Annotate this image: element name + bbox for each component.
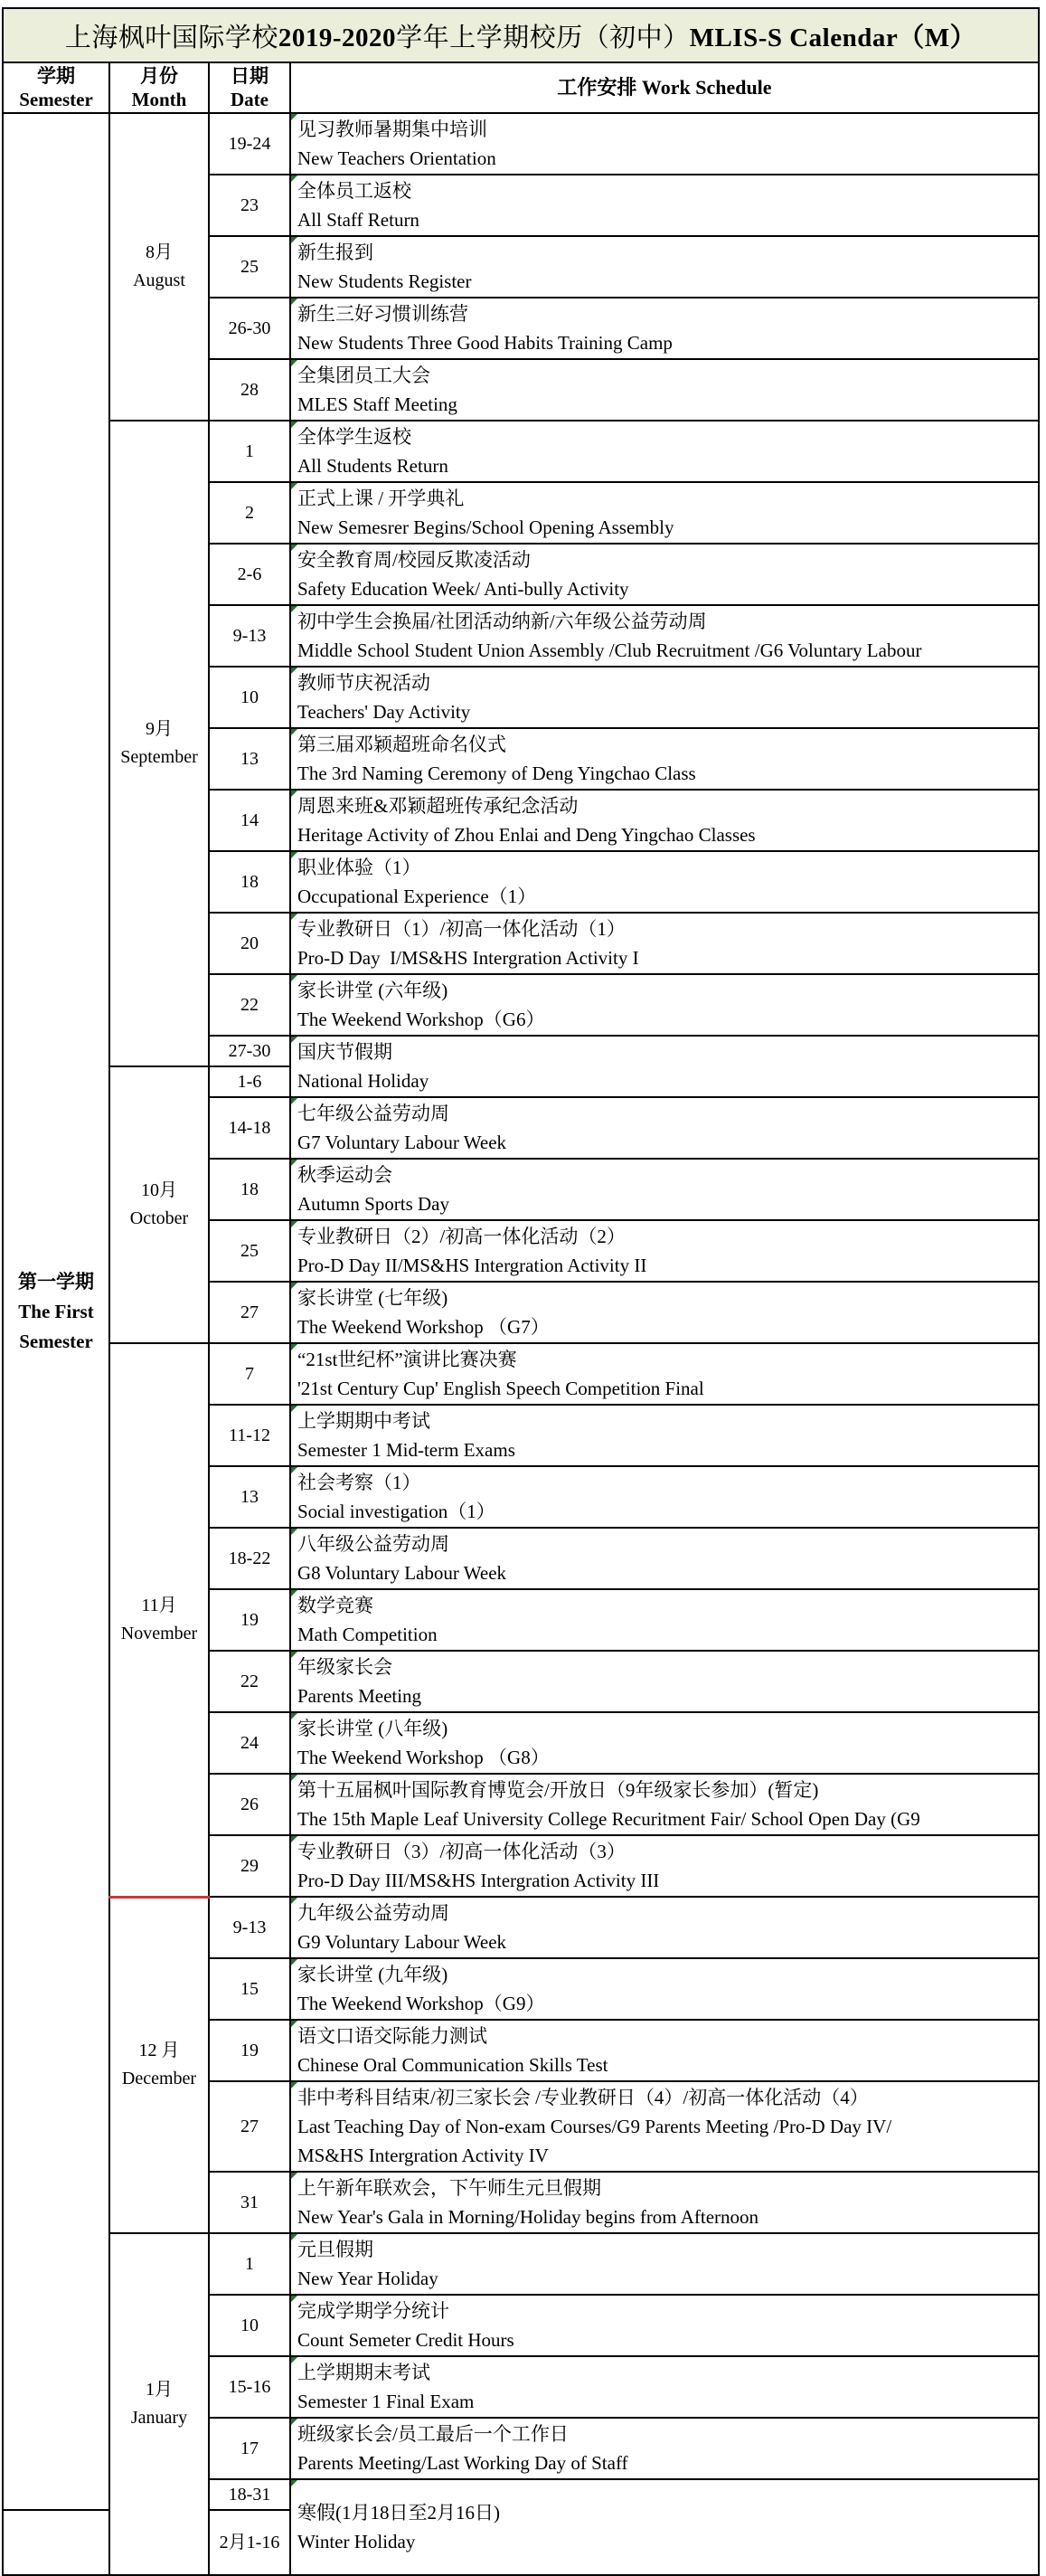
work-text-en: The Weekend Workshop（G9）: [297, 1993, 545, 2014]
month-cell-september: [109, 421, 209, 1066]
date-cell: 9-13: [209, 605, 290, 667]
work-text-en: Heritage Activity of Zhou Enlai and Deng Yingchao Classes: [297, 824, 756, 846]
work-text-cn: 语文口语交际能力测试: [297, 2025, 487, 2047]
work-schedule-cell: [290, 421, 1039, 482]
work-text-en: Pro-D Day I/MS&HS Intergration Activity I: [297, 947, 639, 969]
work-text-cn: 元旦假期: [297, 2239, 373, 2260]
work-schedule-cell: [290, 2295, 1039, 2356]
work-text-cn: 专业教研日（2）/初高一体化活动（2）: [297, 1226, 626, 1247]
work-text-cn: 初中学生会换届/社团活动纳新/六年级公益劳动周: [297, 611, 707, 632]
work-text-cn: 寒假(1月18日至2月16日): [297, 2502, 500, 2524]
column-header-work-schedule: 工作安排 Work Schedule: [290, 62, 1039, 113]
table-row: [3, 421, 1039, 482]
header-month-cn: 月份: [140, 65, 178, 87]
table-row: [3, 1897, 1039, 1958]
date-cell: 25: [209, 236, 290, 298]
work-text-cn: 第三届邓颖超班命名仪式: [297, 734, 506, 755]
title-text-years: 2019-2020: [278, 23, 397, 52]
work-schedule-cell: [290, 1466, 1039, 1528]
work-text-en: G8 Voluntary Labour Week: [297, 1562, 507, 1584]
work-text-cn: 家长讲堂 (六年级): [297, 980, 448, 1001]
work-text-cn: 八年级公益劳动周: [297, 1533, 449, 1555]
work-schedule-cell: [290, 2479, 1039, 2575]
work-text-cn: 完成学期学分统计: [297, 2300, 449, 2322]
semester-empty-cell: [3, 2510, 109, 2575]
work-schedule-cell: [290, 913, 1039, 974]
date-cell: 19: [209, 1589, 290, 1651]
work-text-en: Winter Holiday: [297, 2531, 416, 2552]
work-text-cn: 第十五届枫叶国际教育博览会/开放日（9年级家长参加）(暂定): [297, 1779, 819, 1801]
work-text-en: The Weekend Workshop （G8）: [297, 1747, 550, 1768]
work-schedule-cell: [290, 2020, 1039, 2081]
date-cell: 22: [209, 1651, 290, 1712]
work-text-cn: 见习教师暑期集中培训: [297, 118, 487, 140]
month-cell-october: [109, 1066, 209, 1343]
work-schedule-cell: [290, 1405, 1039, 1466]
work-text-en: The Weekend Workshop（G6）: [297, 1009, 545, 1030]
month-cell-december: [109, 1897, 209, 2233]
date-cell: 9-13: [209, 1897, 290, 1958]
work-schedule-cell: [290, 544, 1039, 605]
work-schedule-cell: [290, 1282, 1039, 1343]
date-cell: 29: [209, 1835, 290, 1897]
work-text-en: The 15th Maple Leaf University College Recuritment Fair/ School Open Day (G9: [297, 1808, 920, 1830]
title-text-cn-2: 学年上学期校历（初中）: [396, 23, 690, 52]
date-cell: 7: [209, 1343, 290, 1405]
semester-label-en2: Semester: [19, 1330, 93, 1352]
date-cell: 19: [209, 2020, 290, 2081]
column-header-month: [109, 62, 209, 113]
work-text-cn: 非中考科目结束/初三家长会 /专业教研日（4）/初高一体化活动（4）: [297, 2087, 869, 2108]
work-text-en: Parents Meeting: [297, 1685, 422, 1707]
calendar-rows: [3, 8, 1039, 2575]
date-cell: 23: [209, 175, 290, 236]
table-row: [3, 2233, 1039, 2295]
calendar-table: [2, 7, 1040, 2576]
month-cell-january: [109, 2233, 209, 2575]
work-schedule-cell: [290, 1774, 1039, 1835]
month-label-cn: 12 月: [138, 2041, 180, 2061]
work-schedule-cell: [290, 482, 1039, 544]
work-text-cn: 教师节庆祝活动: [297, 672, 430, 694]
date-cell: 10: [209, 667, 290, 728]
date-cell: 27-30: [209, 1036, 290, 1066]
work-text-en: Semester 1 Mid-term Exams: [297, 1439, 515, 1461]
work-schedule-cell: [290, 236, 1039, 298]
work-schedule-cell: [290, 790, 1039, 851]
work-schedule-cell: [290, 113, 1039, 175]
date-cell: 27: [209, 1282, 290, 1343]
month-label-cn: 1月: [146, 2380, 173, 2400]
work-schedule-cell: [290, 1958, 1039, 2020]
work-schedule-cell: [290, 298, 1039, 359]
header-semester-en: Semester: [19, 89, 93, 110]
month-label-en: December: [121, 2069, 197, 2089]
month-label-en: January: [130, 2408, 188, 2428]
work-schedule-cell: [290, 175, 1039, 236]
date-cell: 25: [209, 1220, 290, 1282]
date-cell: 18: [209, 851, 290, 913]
work-text-cn: 全体学生返校: [297, 426, 411, 448]
work-text-cn: 安全教育周/校园反欺凌活动: [297, 549, 531, 571]
date-cell: 18: [209, 1159, 290, 1220]
month-label-cn: 11月: [141, 1595, 177, 1615]
work-text-cn: 新生报到: [297, 242, 373, 263]
title-text-cn-1: 上海枫叶国际学校: [64, 23, 278, 52]
work-schedule-cell: [290, 1343, 1039, 1405]
date-cell: 28: [209, 359, 290, 421]
column-header-date: [209, 62, 290, 113]
work-text-en: All Staff Return: [297, 209, 419, 231]
date-cell: 11-12: [209, 1405, 290, 1466]
work-text-en: Occupational Experience（1）: [297, 886, 537, 907]
work-schedule-cell: [290, 728, 1039, 790]
work-text-en: National Holiday: [297, 1070, 429, 1092]
work-text-en: Pro-D Day II/MS&HS Intergration Activity II: [297, 1255, 647, 1276]
month-cell-november: [109, 1343, 209, 1897]
work-text-en: New Teachers Orientation: [297, 147, 496, 169]
column-header-semester: [3, 62, 109, 113]
date-cell: 14: [209, 790, 290, 851]
date-cell: 24: [209, 1712, 290, 1774]
work-text-cn: 家长讲堂 (九年级): [297, 1964, 448, 1985]
date-cell: 31: [209, 2172, 290, 2233]
work-schedule-cell: [290, 2418, 1039, 2479]
date-cell: 10: [209, 2295, 290, 2356]
date-cell: 19-24: [209, 113, 290, 175]
work-text-cn: 九年级公益劳动周: [297, 1902, 449, 1924]
date-cell: 26: [209, 1774, 290, 1835]
header-month-en: Month: [131, 89, 187, 110]
work-text-cn: 上学期期中考试: [297, 1410, 430, 1432]
work-text-cn: 职业体验（1）: [297, 857, 421, 878]
work-text-cn: 年级家长会: [297, 1656, 392, 1678]
work-text-en: Math Competition: [297, 1624, 438, 1645]
work-schedule-cell: [290, 359, 1039, 421]
work-text-en: Chinese Oral Communication Skills Test: [297, 2054, 608, 2076]
work-text-en: Pro-D Day III/MS&HS Intergration Activity III: [297, 1870, 660, 1891]
work-schedule-cell: [290, 1651, 1039, 1712]
work-text-en: MLES Staff Meeting: [297, 393, 457, 415]
work-text-cn: 新生三好习惯训练营: [297, 303, 468, 325]
work-text-en: Count Semeter Credit Hours: [297, 2329, 514, 2351]
month-cell-august: [109, 113, 209, 421]
header-row: [3, 62, 1039, 113]
work-schedule-cell: [290, 667, 1039, 728]
work-text-cn: 国庆节假期: [297, 1041, 392, 1063]
work-text-en: Last Teaching Day of Non-exam Courses/G9 Parents Meeting /Pro-D Day IV/: [297, 2116, 892, 2137]
month-label-cn: 8月: [146, 242, 173, 262]
date-cell: 26-30: [209, 298, 290, 359]
date-cell: 2月1-16: [209, 2510, 290, 2575]
header-date-cn: 日期: [231, 65, 269, 87]
work-schedule-cell: [290, 1220, 1039, 1282]
work-text-cn: 班级家长会/员工最后一个工作日: [297, 2423, 569, 2445]
work-text-en: New Year Holiday: [297, 2268, 438, 2289]
work-text-en: Autumn Sports Day: [297, 1193, 449, 1215]
date-cell: 15: [209, 1958, 290, 2020]
header-semester-cn: 学期: [37, 65, 75, 87]
date-cell: 1-6: [209, 1066, 290, 1097]
work-text-cn: 正式上课 / 开学典礼: [297, 488, 465, 509]
date-cell: 2-6: [209, 544, 290, 605]
date-cell: 13: [209, 1466, 290, 1528]
work-text-cn: 上午新年联欢会，下午师生元旦假期: [297, 2177, 601, 2199]
page-title: [3, 8, 1039, 62]
work-text-cn: 数学竞赛: [297, 1595, 373, 1616]
work-text-en: All Students Return: [297, 455, 448, 477]
month-label-cn: 9月: [146, 719, 173, 739]
work-text-en: Middle School Student Union Assembly /Club Recruitment /G6 Voluntary Labour: [297, 639, 922, 661]
work-text-en: New Students Three Good Habits Training Camp: [297, 332, 673, 354]
work-schedule-cell: [290, 1897, 1039, 1958]
semester-cell: [3, 113, 109, 2510]
work-text-cn: 七年级公益劳动周: [297, 1103, 449, 1124]
work-text-cn: 专业教研日（3）/初高一体化活动（3）: [297, 1841, 626, 1862]
date-cell: 17: [209, 2418, 290, 2479]
work-schedule-cell: [290, 1036, 1039, 1097]
month-label-en: September: [120, 747, 198, 767]
work-text-cn: 全集团员工大会: [297, 365, 430, 386]
work-text-en: New Students Register: [297, 270, 472, 292]
date-cell: 15-16: [209, 2356, 290, 2418]
work-text-en: Semester 1 Final Exam: [297, 2391, 475, 2412]
work-schedule-cell: [290, 2233, 1039, 2295]
work-text-cn: “21st世纪杯”演讲比赛决赛: [297, 1349, 517, 1370]
work-text-cn: 专业教研日（1）/初高一体化活动（1）: [297, 918, 626, 940]
date-cell: 1: [209, 421, 290, 482]
month-label-en: October: [129, 1208, 189, 1228]
table-row: [3, 113, 1039, 175]
work-schedule-cell: [290, 605, 1039, 667]
work-text-en: The 3rd Naming Ceremony of Deng Yingchao Class: [297, 762, 696, 784]
title-text-en: MLIS-S Calendar（M）: [689, 23, 977, 52]
work-text-cn: 秋季运动会: [297, 1164, 392, 1186]
date-cell: 1: [209, 2233, 290, 2295]
work-text-cn: 家长讲堂 (七年级): [297, 1287, 448, 1309]
header-date-en: Date: [231, 89, 269, 110]
work-schedule-cell: [290, 974, 1039, 1036]
work-text-cn: 家长讲堂 (八年级): [297, 1718, 448, 1739]
work-schedule-cell: [290, 2172, 1039, 2233]
month-label-cn: 10月: [141, 1180, 177, 1200]
date-cell: 2: [209, 482, 290, 544]
work-schedule-cell: [290, 1589, 1039, 1651]
work-text-en: New Year's Gala in Morning/Holiday begins from Afternoon: [297, 2206, 759, 2228]
month-label-en: August: [133, 270, 185, 290]
work-schedule-cell: [290, 1712, 1039, 1774]
work-text-en: '21st Century Cup' English Speech Competition Final: [297, 1378, 704, 1399]
work-text-cn: 上学期期末考试: [297, 2362, 430, 2383]
semester-label-cn: 第一学期: [18, 1270, 94, 1293]
work-schedule-cell: [290, 1097, 1039, 1159]
date-cell: 14-18: [209, 1097, 290, 1159]
work-text-en: G9 Voluntary Labour Week: [297, 1931, 507, 1953]
work-text-en: Teachers' Day Activity: [297, 701, 471, 723]
work-schedule-cell: [290, 2081, 1039, 2172]
date-cell: 13: [209, 728, 290, 790]
table-row: [3, 1343, 1039, 1405]
work-text-en2: MS&HS Intergration Activity IV: [297, 2145, 549, 2166]
month-label-en: November: [120, 1623, 198, 1643]
semester-label-en1: The First: [18, 1300, 94, 1322]
work-schedule-cell: [290, 1528, 1039, 1589]
work-text-en: Social investigation（1）: [297, 1501, 495, 1522]
work-text-en: Parents Meeting/Last Working Day of Staff: [297, 2452, 628, 2474]
work-schedule-cell: [290, 2356, 1039, 2418]
work-schedule-cell: [290, 851, 1039, 913]
work-text-en: The Weekend Workshop （G7）: [297, 1316, 550, 1338]
date-cell: 22: [209, 974, 290, 1036]
title-row: [3, 8, 1039, 62]
work-text-en: Safety Education Week/ Anti-bully Activity: [297, 578, 629, 600]
work-text-cn: 全体员工返校: [297, 180, 411, 202]
work-schedule-cell: [290, 1159, 1039, 1220]
date-cell: 20: [209, 913, 290, 974]
date-cell: 18-22: [209, 1528, 290, 1589]
date-cell: 27: [209, 2081, 290, 2172]
work-text-en: G7 Voluntary Labour Week: [297, 1132, 507, 1153]
work-text-en: New Semesrer Begins/School Opening Assembly: [297, 516, 674, 538]
work-schedule-cell: [290, 1835, 1039, 1897]
date-cell: 18-31: [209, 2479, 290, 2510]
work-text-cn: 社会考察（1）: [297, 1472, 421, 1493]
work-text-cn: 周恩来班&邓颖超班传承纪念活动: [297, 795, 579, 817]
